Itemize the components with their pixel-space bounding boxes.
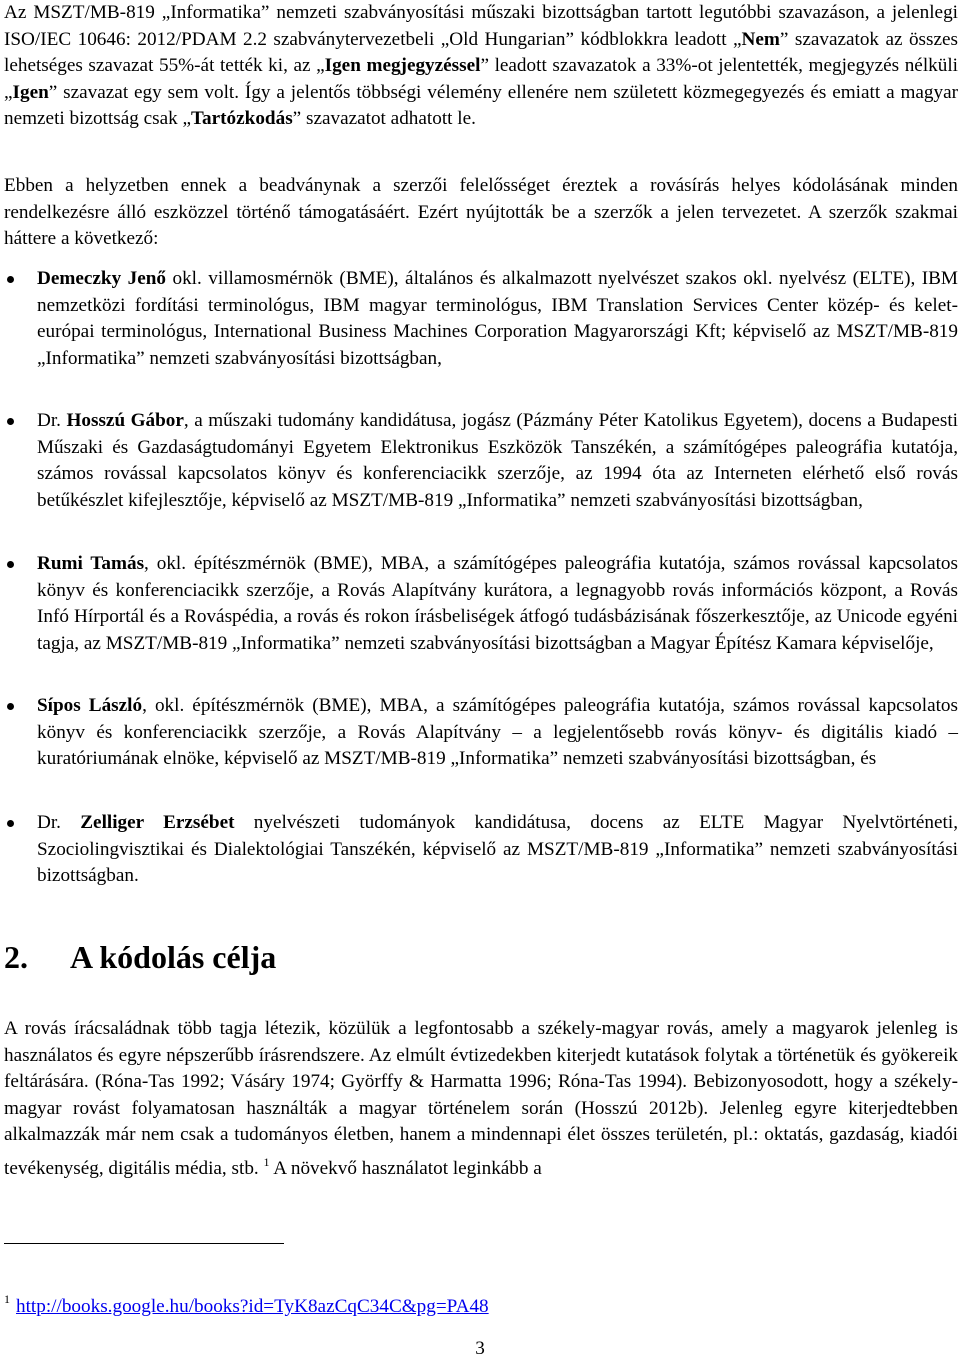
footnote-reference[interactable]: 1 (263, 1154, 270, 1169)
list-item: Dr. Zelliger Erzsébet nyelvészeti tudományok kandidátusa, docens az ELTE Magyar Nyelvtörténeti, Szociolingvisztikai és Dialektológiai Tanszékén, képviselő az MSZT/MB-819 „Informatika” nemzeti szabványosítási bizottságban. (37, 810, 958, 890)
page-number: 3 (475, 1338, 485, 1359)
author-name: Sípos László (37, 695, 143, 716)
paragraph-authors-intro: Ebben a helyzetben ennek a beadványnak a szerzői felelősséget éreztek a rovásírás helyes kódolásának minden rendelkezésre álló eszközzel történő támogatásáért. Ezért nyújtották be a szerzők a jelen tervezetet. A szerzők szakmai háttere a következő: (4, 175, 958, 250)
footnote-link[interactable]: http://books.google.hu/books?id=TyK8azCqC34C&pg=PA48 (16, 1296, 489, 1317)
section-title: A kódolás célja (70, 939, 277, 975)
list-item: Demeczky Jenő okl. villamosmérnök (BME), általános és alkalmazott nyelvészet szakos okl. nyelvész (ELTE), IBM nemzetközi fordítási terminológus, IBM magyar terminológus, IBM Translation Services Center közép- és kelet-európai terminológus, International Business Machines Corporation Magyarországi Kft; képviselő az MSZT/MB-819 „Informatika” nemzeti szabványosítási bizottságban, (37, 266, 958, 372)
footnote-divider (4, 1243, 284, 1244)
list-item: Rumi Tamás, okl. építészmérnök (BME), MBA, a számítógépes paleográfia kutatója, számos rovással kapcsolatos könyv és konferenciacikk szerzője, a Rovás Alapítvány kurátora, a legnagyobb rovás információs központ, a Rovás Infó Hírportál és a Rováspédia, a rovás és rokon írásbeliségek átfogó tudásbázisának főszerkesztője, az Unicode egyéni tagja, az MSZT/MB-819 „Informatika” nemzeti szabványosítási bizottságban a Magyar Építész Kamara képviselője, (37, 551, 958, 657)
footnote (4, 1286, 489, 1320)
section-heading (4, 937, 276, 977)
author-name: Rumi Tamás (37, 553, 145, 574)
section-number: 2. (4, 939, 28, 975)
paragraph-encoding-purpose: A rovás írácsaládnak több tagja létezik, közülük a legfontosabb a székely-magyar rovás, amely a magyarok jelenleg is használatos és egyre népszerűbb írásrendszere. Az elmúlt évtizedekben kiterjedt kutatások folytak a történetük és gyökereik feltárására. (Róna-Tas 1992; Vásáry 1974; Györffy & Harmatta 1996; Róna-Tas 1994). Bebizonyosodott, hogy a székely-magyar rovást folyamatosan használták a magyar történelem során (Hosszú 2012b). Jelenleg egyre kiterjedtebben alkalmazzák már nem csak a tudományos életben, hanem a mindennapi élet összes területén, pl.: oktatás, gazdaság, kiadói tevékenység, digitális média, stb. $^1$ A növekvő használatot leginkább a (4, 1018, 958, 1179)
paragraph-vote-result: Az MSZT/MB-819 „Informatika” nemzeti szabványosítási műszaki bizottságban tartott legutóbbi szavazáson, a jelenlegi ISO/IEC 10646: 2012/PDAM 2.2 szabványtervezetbeli „Old Hungarian” kódblokkra leadott „Nem” szavazatok az összes lehetséges szavazat 55%-át tették ki, az „Igen megjegyzéssel” leadott szavazatok a 33%-ot jelentették, megjegyzés nélküli „Igen” szavazat egy sem volt. Így a jelentős többségi vélemény ellenére nem született közmegegyezés és emiatt a magyar nemzeti bizottság csak „Tartózkodás” szavazatot adhatott le. (4, 2, 959, 130)
author-name: Zelliger Erzsébet (80, 812, 235, 833)
footnote-mark: 1 (4, 1292, 10, 1306)
author-name: Demeczky Jenő (37, 268, 167, 289)
author-name: Hosszú Gábor (66, 410, 184, 431)
list-item: Sípos László, okl. építészmérnök (BME), MBA, a számítógépes paleográfia kutatója, számos rovással kapcsolatos könyv és konferenciacikk szerzője, a Rovás Alapítvány – a legjelentősebb rovás könyv- és digitális kiadó – kuratóriumának elnöke, képviselő az MSZT/MB-819 „Informatika” nemzeti szabványosítási bizottságban, és (37, 693, 958, 773)
list-item: Dr. Hosszú Gábor, a műszaki tudomány kandidátusa, jogász (Pázmány Péter Katolikus Egyetem), docens a Budapesti Műszaki és Gazdaságtudományi Egyetem Elektronikus Eszközök Tanszékén, a számítógépes paleográfia kutatója, számos rovással kapcsolatos könyv és konferenciacikk szerzője, az 1994 óta az Interneten elérhető első rovás betűkészlet kifejlesztője, képviselő az MSZT/MB-819 „Informatika” nemzeti szabványosítási bizottságban, (37, 408, 958, 514)
